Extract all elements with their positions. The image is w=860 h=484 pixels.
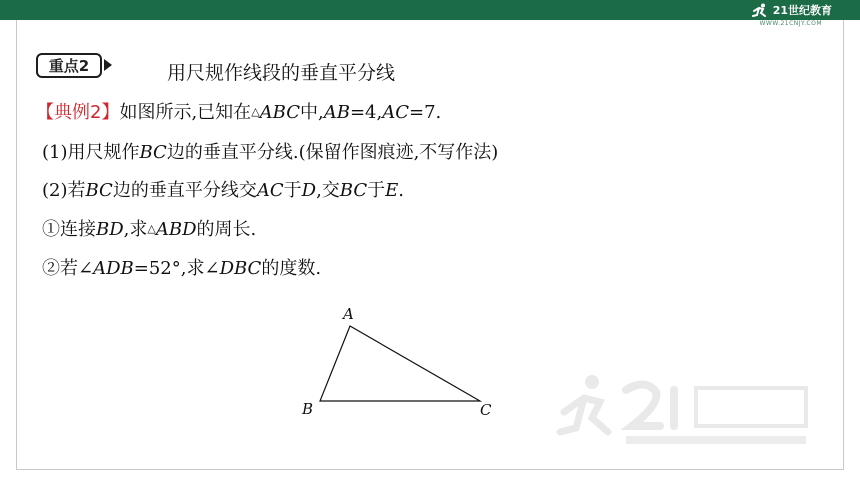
vertex-label-a: A (343, 305, 354, 323)
triangle-abc (320, 326, 480, 401)
topic-title: 用尺规作线段的垂直平分线 (167, 62, 396, 84)
brand-logo (751, 2, 832, 18)
top-banner (0, 0, 860, 20)
triangle-symbol-icon: △ (147, 222, 156, 235)
brand-url: WWW.21CNJY.COM (759, 20, 822, 27)
frame-right-border (843, 20, 844, 470)
frame-bottom-border (16, 469, 844, 470)
question-2: (2)若BC边的垂直平分线交AC于D,交BC于E. (42, 180, 405, 201)
sub-question-2: ②若∠ADB=52°,求∠DBC的度数. (42, 258, 322, 279)
vertex-label-c: C (480, 401, 492, 419)
triangle-figure (280, 295, 510, 430)
problem-intro: 【典例2】如图所示,已知在△ABC中,AB=4,AC=7. (36, 102, 442, 123)
example-tag: 【典例2】 (36, 102, 120, 123)
brand-name: 21世纪教育 (772, 4, 832, 17)
arrow-right-icon (104, 59, 112, 71)
question-1: (1)用尺规作BC边的垂直平分线.(保留作图痕迹,不写作法) (42, 142, 499, 163)
triangle-symbol-icon: △ (251, 105, 260, 118)
watermark-logo (556, 372, 826, 454)
frame-left-border (16, 20, 17, 470)
key-point-badge: 重点2 (36, 53, 102, 78)
runner-logo-icon (751, 3, 769, 17)
vertex-label-b: B (302, 400, 314, 418)
sub-question-1: ①连接BD,求△ABD的周长. (42, 219, 257, 240)
